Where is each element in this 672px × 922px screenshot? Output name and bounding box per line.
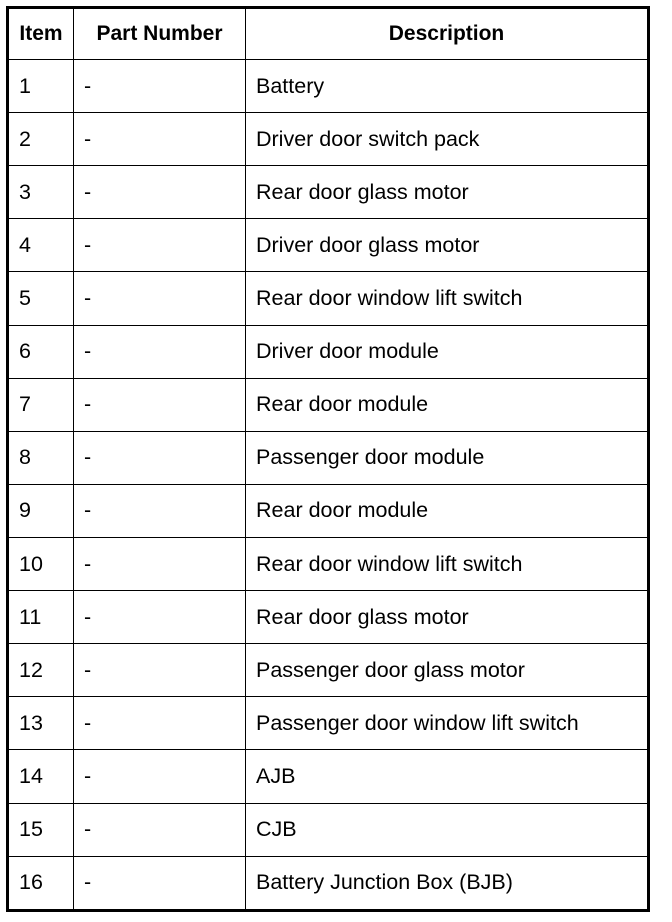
- header-part-number: Part Number: [74, 8, 246, 60]
- description-cell: Passenger door window lift switch: [246, 697, 649, 750]
- table-row: [8, 591, 649, 644]
- part-number-cell: -: [74, 325, 246, 378]
- table-row: [8, 378, 649, 431]
- item-cell: 2: [8, 113, 74, 166]
- item-cell: 3: [8, 166, 74, 219]
- item-cell: 14: [8, 750, 74, 803]
- table-row: [8, 697, 649, 750]
- description-cell: Passenger door module: [246, 431, 649, 484]
- description-cell: Rear door window lift switch: [246, 272, 649, 325]
- parts-table: [6, 6, 650, 912]
- table-header: [8, 8, 649, 60]
- part-number-cell: -: [74, 697, 246, 750]
- part-number-cell: -: [74, 750, 246, 803]
- table-row: [8, 219, 649, 272]
- item-cell: 11: [8, 591, 74, 644]
- item-cell: 6: [8, 325, 74, 378]
- table-row: [8, 272, 649, 325]
- table-row: [8, 750, 649, 803]
- description-cell: AJB: [246, 750, 649, 803]
- part-number-cell: -: [74, 378, 246, 431]
- item-cell: 5: [8, 272, 74, 325]
- table-body: [8, 60, 649, 911]
- part-number-cell: -: [74, 644, 246, 697]
- item-cell: 4: [8, 219, 74, 272]
- part-number-cell: -: [74, 166, 246, 219]
- part-number-cell: -: [74, 856, 246, 910]
- item-cell: 10: [8, 537, 74, 590]
- item-cell: 1: [8, 60, 74, 113]
- part-number-cell: -: [74, 272, 246, 325]
- description-cell: CJB: [246, 803, 649, 856]
- description-cell: Driver door module: [246, 325, 649, 378]
- part-number-cell: -: [74, 219, 246, 272]
- description-cell: Passenger door glass motor: [246, 644, 649, 697]
- item-cell: 8: [8, 431, 74, 484]
- part-number-cell: -: [74, 484, 246, 537]
- table-row: [8, 484, 649, 537]
- table-row: [8, 325, 649, 378]
- description-cell: Rear door module: [246, 378, 649, 431]
- part-number-cell: -: [74, 537, 246, 590]
- description-cell: Rear door glass motor: [246, 166, 649, 219]
- item-cell: 15: [8, 803, 74, 856]
- header-row: [8, 8, 649, 60]
- table-row: [8, 60, 649, 113]
- table-row: [8, 803, 649, 856]
- item-cell: 9: [8, 484, 74, 537]
- part-number-cell: -: [74, 803, 246, 856]
- item-cell: 7: [8, 378, 74, 431]
- item-cell: 12: [8, 644, 74, 697]
- table-row: [8, 113, 649, 166]
- part-number-cell: -: [74, 113, 246, 166]
- description-cell: Battery: [246, 60, 649, 113]
- table-row: [8, 166, 649, 219]
- description-cell: Rear door module: [246, 484, 649, 537]
- header-description: Description: [246, 8, 649, 60]
- header-item: Item: [8, 8, 74, 60]
- part-number-cell: -: [74, 591, 246, 644]
- description-cell: Rear door glass motor: [246, 591, 649, 644]
- description-cell: Driver door glass motor: [246, 219, 649, 272]
- item-cell: 13: [8, 697, 74, 750]
- table-row: [8, 537, 649, 590]
- description-cell: Battery Junction Box (BJB): [246, 856, 649, 910]
- part-number-cell: -: [74, 431, 246, 484]
- item-cell: 16: [8, 856, 74, 910]
- description-cell: Rear door window lift switch: [246, 537, 649, 590]
- description-cell: Driver door switch pack: [246, 113, 649, 166]
- table-row: [8, 431, 649, 484]
- table-row: [8, 644, 649, 697]
- part-number-cell: -: [74, 60, 246, 113]
- table-row: [8, 856, 649, 910]
